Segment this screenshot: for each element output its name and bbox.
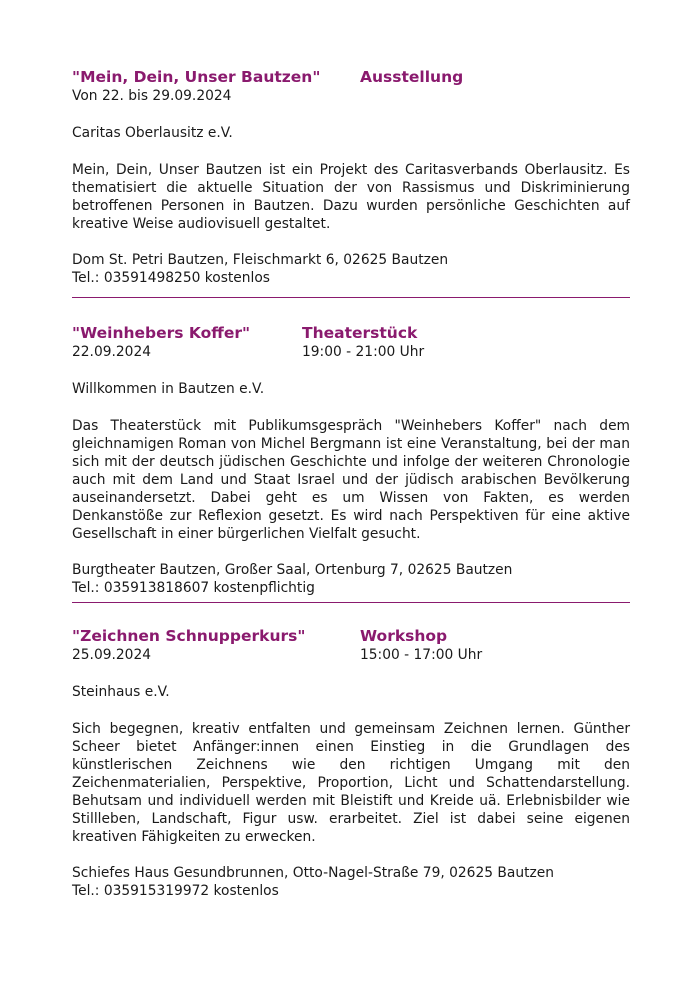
event-description: Das Theaterstück mit Publikumsgespräch "Weinhebers Koffer" nach dem gleichnamigen Roman von Michel Bergmann ist eine Veranstaltung, bei der man sich mit der deutsch jüdischen Geschichte und infolge der weiteren Chronologie auch mit dem Land und Staat Israel und der jüdisch arabischen Bevölkerung auseinandersetzt. Dabei geht es um Wissen von Fakten, es werden Denkanstöße zur Reflexion gesetzt. Es wird nach Perspektiven für eine aktive Gesellschaft in einer bürgerlichen Vielfalt gesucht. — [72, 418, 630, 542]
event-date-row — [72, 343, 630, 361]
event-date: 22.09.2024 — [72, 344, 151, 360]
event-category: Ausstellung — [360, 68, 464, 86]
section-divider — [72, 602, 630, 603]
event-date: Von 22. bis 29.09.2024 — [72, 88, 232, 104]
event-category: Theaterstück — [302, 324, 418, 342]
event-organizer: Caritas Oberlausitz e.V. — [72, 125, 233, 141]
event-card-3 — [72, 626, 630, 900]
event-description: Sich begegnen, kreativ entfalten und gemeinsam Zeichnen lernen. Günther Scheer bietet Anfänger:innen einen Einstieg in die Grundlagen des künstlerischen Zeichnens wie den richtigen Umgang mit den Zeichenmaterialien, Perspektive, Proportion, Licht und Schattendarstellung. Behutsam und individuell werden mit Bleistift und Kreide uä. Erlebnisbilder wie Stillleben, Landschaft, Figur usw. erarbeitet. Ziel ist dabei seine eigenen kreativen Fähigkeiten zu erwecken. — [72, 721, 630, 845]
event-title: "Zeichnen Schnupperkurs" — [72, 627, 306, 645]
event-date: 25.09.2024 — [72, 647, 151, 663]
event-date-row — [72, 646, 630, 664]
event-header — [72, 323, 630, 343]
event-header — [72, 626, 630, 646]
event-title: "Mein, Dein, Unser Bautzen" — [72, 68, 321, 86]
event-address: Schiefes Haus Gesundbrunnen, Otto-Nagel-Straße 79, 02625 Bautzen — [72, 865, 554, 881]
event-location — [72, 561, 630, 597]
event-contact: Tel.: 03591498250 kostenlos — [72, 270, 270, 286]
event-title: "Weinhebers Koffer" — [72, 324, 251, 342]
event-location — [72, 251, 630, 287]
section-divider — [72, 297, 630, 298]
event-card-1 — [72, 67, 630, 287]
event-location — [72, 864, 630, 900]
event-address: Burgtheater Bautzen, Großer Saal, Ortenburg 7, 02625 Bautzen — [72, 562, 513, 578]
event-header — [72, 67, 630, 87]
event-contact: Tel.: 035915319972 kostenlos — [72, 883, 279, 899]
event-organizer: Steinhaus e.V. — [72, 684, 170, 700]
event-organizer: Willkommen in Bautzen e.V. — [72, 381, 265, 397]
event-category: Workshop — [360, 627, 448, 645]
event-date-row — [72, 87, 630, 105]
event-time: 15:00 - 17:00 Uhr — [360, 647, 483, 663]
event-address: Dom St. Petri Bautzen, Fleischmarkt 6, 02625 Bautzen — [72, 252, 449, 268]
event-card-2 — [72, 323, 630, 597]
event-description: Mein, Dein, Unser Bautzen ist ein Projekt des Caritasverbands Oberlausitz. Es thematisiert die aktuelle Situation der von Rassismus und Diskriminierung betroffenen Personen in Bautzen. Dazu wurden persönliche Geschichten auf kreative Weise audiovisuell gestaltet. — [72, 162, 630, 232]
event-contact: Tel.: 035913818607 kostenpflichtig — [72, 580, 315, 596]
event-time: 19:00 - 21:00 Uhr — [302, 344, 425, 360]
